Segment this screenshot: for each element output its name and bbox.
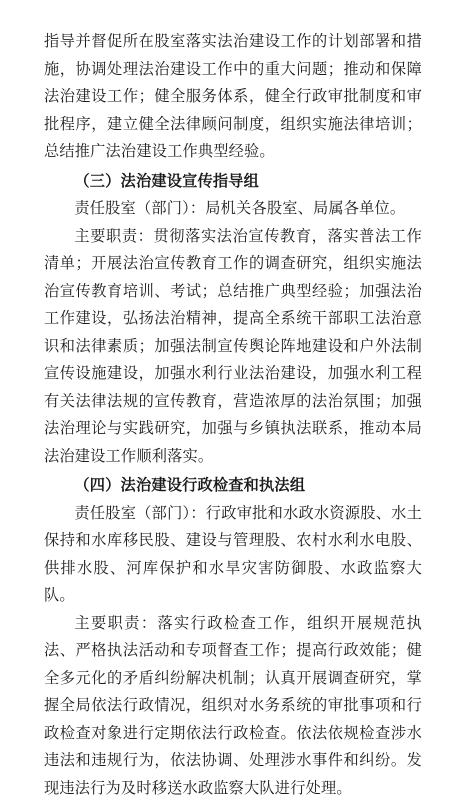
section-3-duties: 主要职责：贯彻落实法治宣传教育，落实普法工作清单；开展法治宣传教育工作的调查研究，组织实施法治宣传教育培训、考试；总结推广典型经验；加强法治工作建设，弘扬法治精神，提高全系统干部职工法治意识和法律素质；加强法制宣传舆论阵地建设和户外法制宣传设施建设，加强水利行业法治建设，加强水利工程有关法律法规的宣传教育，营造浓厚的法治氛围；加强法治理论与实践研究，加强与乡镇执法联系，推动本局法治建设工作顺利落实。 (44, 223, 422, 471)
section-4-heading: （四）法治建设行政检查和执法组 (44, 472, 422, 500)
section-4-duties: 主要职责：落实行政检查工作，组织开展规范执法、严格执法活动和专项督查工作；提高行政效能；健全多元化的矛盾纠纷解决机制；认真开展调查研究，掌握全局依法行政情况，组织对水务系统的审批事项和行政检查对象进行定期依法行政检查。依法依规检查涉水违法和违规行为，依法协调、处理涉水事件和纠纷。发现违法行为及时移送水政监察大队进行处理。 (44, 610, 422, 802)
section-3-heading: （三）法治建设宣传指导组 (44, 168, 422, 196)
intro-paragraph: 指导并督促所在股室落实法治建设工作的计划部署和措施，协调处理法治建设工作中的重大问题；推动和保障法治建设工作；健全服务体系，健全行政审批制度和审批程序，建立健全法律顾问制度，组织实施法律培训；总结推广法治建设工作典型经验。 (44, 28, 422, 166)
section-4-responsible: 责任股室（部门）：行政审批和水政水资源股、水土保持和水库移民股、建设与管理股、农村水利水电股、供排水股、河库保护和水旱灾害防御股、水政监察大队。 (44, 500, 422, 610)
section-3-responsible: 责任股室（部门）：局机关各股室、局属各单位。 (44, 195, 422, 223)
